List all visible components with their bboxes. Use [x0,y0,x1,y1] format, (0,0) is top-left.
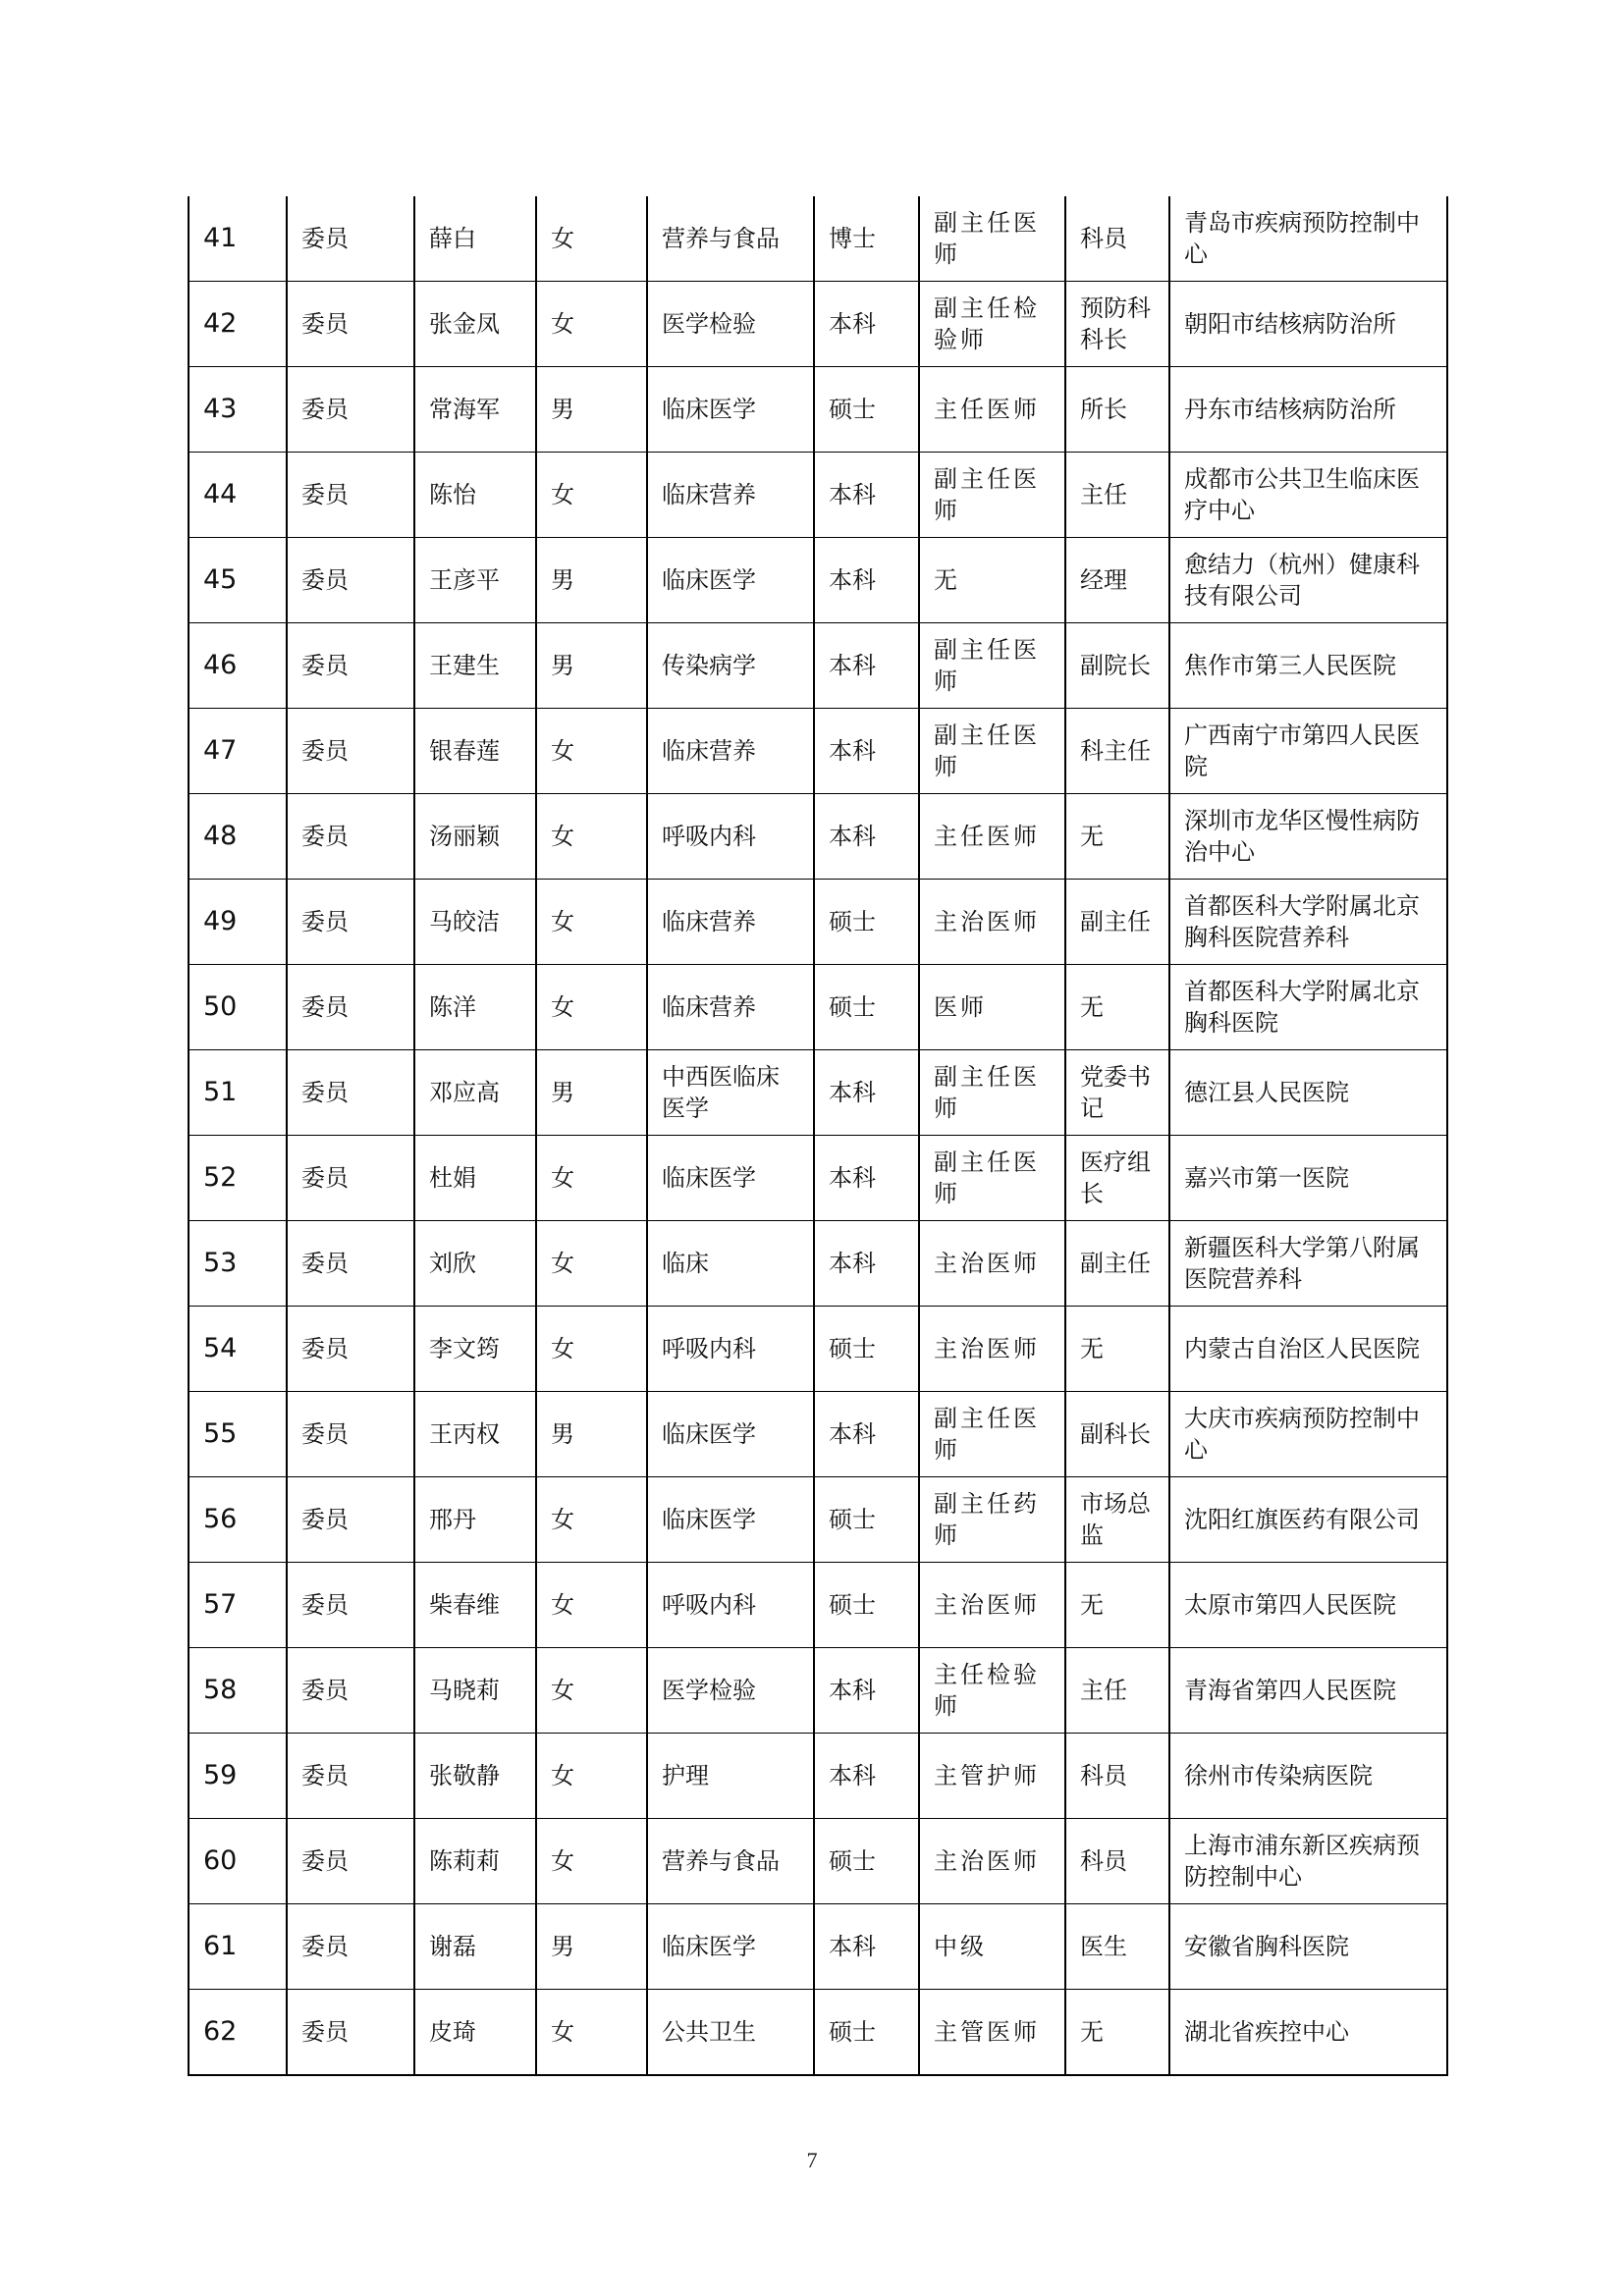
gender-cell: 女 [536,880,647,965]
table-row [189,1648,1447,1734]
member-name-cell: 杜娟 [414,1136,536,1221]
member-name-cell: 汤丽颖 [414,794,536,880]
gender-cell: 女 [536,196,647,282]
row-number-cell: 49 [189,880,287,965]
work-unit-cell: 愈结力（杭州）健康科技有限公司 [1169,538,1447,623]
degree-cell: 硕士 [814,367,919,453]
professional-title-cell: 中级 [919,1904,1065,1990]
professional-title-cell: 副主任医师 [919,1392,1065,1477]
major-cell: 中西医临床医学 [647,1050,814,1136]
table-row [189,282,1447,367]
degree-cell: 本科 [814,1734,919,1819]
member-name-cell: 马皎洁 [414,880,536,965]
role-cell: 委员 [287,1477,414,1563]
major-cell: 临床医学 [647,1904,814,1990]
table-row [189,623,1447,709]
table-row [189,965,1447,1050]
major-cell: 临床医学 [647,1392,814,1477]
role-cell: 委员 [287,453,414,538]
position-cell: 无 [1065,1990,1169,2076]
work-unit-cell: 上海市浦东新区疾病预防控制中心 [1169,1819,1447,1904]
major-cell: 呼吸内科 [647,794,814,880]
degree-cell: 硕士 [814,965,919,1050]
major-cell: 临床营养 [647,709,814,794]
member-name-cell: 张敬静 [414,1734,536,1819]
gender-cell: 男 [536,623,647,709]
row-number-cell: 58 [189,1648,287,1734]
row-number-cell: 41 [189,196,287,282]
gender-cell: 女 [536,1648,647,1734]
position-cell: 科员 [1065,1734,1169,1819]
professional-title-cell: 主任医师 [919,794,1065,880]
major-cell: 临床营养 [647,880,814,965]
table-row [189,1904,1447,1990]
degree-cell: 硕士 [814,880,919,965]
position-cell: 无 [1065,1307,1169,1392]
gender-cell: 女 [536,1990,647,2076]
member-name-cell: 邓应高 [414,1050,536,1136]
work-unit-cell: 内蒙古自治区人民医院 [1169,1307,1447,1392]
major-cell: 临床营养 [647,453,814,538]
degree-cell: 硕士 [814,1307,919,1392]
major-cell: 营养与食品 [647,196,814,282]
member-name-cell: 银春莲 [414,709,536,794]
work-unit-cell: 首都医科大学附属北京胸科医院 [1169,965,1447,1050]
degree-cell: 本科 [814,1904,919,1990]
professional-title-cell: 副主任医师 [919,623,1065,709]
professional-title-cell: 主治医师 [919,1307,1065,1392]
gender-cell: 女 [536,794,647,880]
position-cell: 无 [1065,1563,1169,1648]
major-cell: 呼吸内科 [647,1307,814,1392]
position-cell: 经理 [1065,538,1169,623]
major-cell: 临床医学 [647,538,814,623]
role-cell: 委员 [287,1221,414,1307]
role-cell: 委员 [287,1307,414,1392]
row-number-cell: 56 [189,1477,287,1563]
member-name-cell: 谢磊 [414,1904,536,1990]
row-number-cell: 52 [189,1136,287,1221]
table-row [189,1990,1447,2076]
role-cell: 委员 [287,1392,414,1477]
degree-cell: 博士 [814,196,919,282]
gender-cell: 女 [536,1307,647,1392]
major-cell: 公共卫生 [647,1990,814,2076]
member-name-cell: 薛白 [414,196,536,282]
major-cell: 临床医学 [647,1477,814,1563]
professional-title-cell: 主治医师 [919,1819,1065,1904]
role-cell: 委员 [287,367,414,453]
role-cell: 委员 [287,282,414,367]
work-unit-cell: 湖北省疾控中心 [1169,1990,1447,2076]
professional-title-cell: 主管护师 [919,1734,1065,1819]
role-cell: 委员 [287,1904,414,1990]
role-cell: 委员 [287,880,414,965]
gender-cell: 女 [536,1563,647,1648]
member-name-cell: 常海军 [414,367,536,453]
role-cell: 委员 [287,965,414,1050]
row-number-cell: 48 [189,794,287,880]
gender-cell: 女 [536,453,647,538]
member-name-cell: 刘欣 [414,1221,536,1307]
position-cell: 市场总监 [1065,1477,1169,1563]
table-row [189,794,1447,880]
committee-member-table [188,196,1448,2076]
work-unit-cell: 朝阳市结核病防治所 [1169,282,1447,367]
table-row [189,1819,1447,1904]
gender-cell: 男 [536,538,647,623]
role-cell: 委员 [287,196,414,282]
professional-title-cell: 副主任医师 [919,453,1065,538]
degree-cell: 硕士 [814,1819,919,1904]
major-cell: 临床营养 [647,965,814,1050]
gender-cell: 女 [536,1819,647,1904]
table-row [189,367,1447,453]
row-number-cell: 43 [189,367,287,453]
gender-cell: 女 [536,1221,647,1307]
row-number-cell: 60 [189,1819,287,1904]
position-cell: 主任 [1065,1648,1169,1734]
work-unit-cell: 丹东市结核病防治所 [1169,367,1447,453]
table-row [189,1392,1447,1477]
professional-title-cell: 副主任医师 [919,196,1065,282]
row-number-cell: 55 [189,1392,287,1477]
table-row [189,1734,1447,1819]
table-row [189,1477,1447,1563]
work-unit-cell: 深圳市龙华区慢性病防治中心 [1169,794,1447,880]
role-cell: 委员 [287,1990,414,2076]
professional-title-cell: 医师 [919,965,1065,1050]
work-unit-cell: 青岛市疾病预防控制中心 [1169,196,1447,282]
gender-cell: 男 [536,1050,647,1136]
table-row [189,196,1447,282]
degree-cell: 本科 [814,538,919,623]
role-cell: 委员 [287,1734,414,1819]
role-cell: 委员 [287,1050,414,1136]
professional-title-cell: 主任医师 [919,367,1065,453]
row-number-cell: 44 [189,453,287,538]
major-cell: 传染病学 [647,623,814,709]
degree-cell: 硕士 [814,1477,919,1563]
row-number-cell: 54 [189,1307,287,1392]
degree-cell: 本科 [814,1392,919,1477]
gender-cell: 男 [536,1392,647,1477]
position-cell: 预防科科长 [1065,282,1169,367]
role-cell: 委员 [287,1563,414,1648]
member-name-cell: 王彦平 [414,538,536,623]
professional-title-cell: 副主任药师 [919,1477,1065,1563]
position-cell: 无 [1065,794,1169,880]
degree-cell: 本科 [814,282,919,367]
member-name-cell: 陈莉莉 [414,1819,536,1904]
professional-title-cell: 主管医师 [919,1990,1065,2076]
professional-title-cell: 主治医师 [919,880,1065,965]
position-cell: 党委书记 [1065,1050,1169,1136]
degree-cell: 本科 [814,1050,919,1136]
professional-title-cell: 主治医师 [919,1563,1065,1648]
gender-cell: 男 [536,1904,647,1990]
work-unit-cell: 嘉兴市第一医院 [1169,1136,1447,1221]
degree-cell: 硕士 [814,1990,919,2076]
work-unit-cell: 徐州市传染病医院 [1169,1734,1447,1819]
table-row [189,538,1447,623]
gender-cell: 女 [536,965,647,1050]
member-name-cell: 陈洋 [414,965,536,1050]
work-unit-cell: 广西南宁市第四人民医院 [1169,709,1447,794]
table-row [189,1136,1447,1221]
table-row [189,709,1447,794]
role-cell: 委员 [287,1648,414,1734]
row-number-cell: 46 [189,623,287,709]
role-cell: 委员 [287,623,414,709]
row-number-cell: 57 [189,1563,287,1648]
work-unit-cell: 成都市公共卫生临床医疗中心 [1169,453,1447,538]
member-name-cell: 王建生 [414,623,536,709]
position-cell: 科主任 [1065,709,1169,794]
row-number-cell: 45 [189,538,287,623]
row-number-cell: 50 [189,965,287,1050]
major-cell: 临床医学 [647,1136,814,1221]
gender-cell: 女 [536,1136,647,1221]
major-cell: 医学检验 [647,1648,814,1734]
table-row [189,880,1447,965]
row-number-cell: 53 [189,1221,287,1307]
position-cell: 副主任 [1065,1221,1169,1307]
professional-title-cell: 主任检验师 [919,1648,1065,1734]
professional-title-cell: 主治医师 [919,1221,1065,1307]
degree-cell: 本科 [814,1136,919,1221]
gender-cell: 男 [536,367,647,453]
professional-title-cell: 副主任医师 [919,1050,1065,1136]
gender-cell: 女 [536,709,647,794]
major-cell: 临床医学 [647,367,814,453]
table-row [189,1563,1447,1648]
gender-cell: 女 [536,282,647,367]
table-row [189,1221,1447,1307]
position-cell: 科员 [1065,1819,1169,1904]
role-cell: 委员 [287,538,414,623]
degree-cell: 本科 [814,1221,919,1307]
row-number-cell: 51 [189,1050,287,1136]
position-cell: 主任 [1065,453,1169,538]
work-unit-cell: 首都医科大学附属北京胸科医院营养科 [1169,880,1447,965]
role-cell: 委员 [287,1819,414,1904]
position-cell: 无 [1065,965,1169,1050]
member-name-cell: 张金凤 [414,282,536,367]
member-name-cell: 李文筠 [414,1307,536,1392]
work-unit-cell: 太原市第四人民医院 [1169,1563,1447,1648]
work-unit-cell: 沈阳红旗医药有限公司 [1169,1477,1447,1563]
role-cell: 委员 [287,709,414,794]
major-cell: 临床 [647,1221,814,1307]
table-body [189,196,1447,2075]
position-cell: 医疗组长 [1065,1136,1169,1221]
work-unit-cell: 新疆医科大学第八附属医院营养科 [1169,1221,1447,1307]
gender-cell: 女 [536,1477,647,1563]
row-number-cell: 62 [189,1990,287,2076]
member-name-cell: 王丙权 [414,1392,536,1477]
degree-cell: 本科 [814,453,919,538]
work-unit-cell: 大庆市疾病预防控制中心 [1169,1392,1447,1477]
professional-title-cell: 副主任医师 [919,1136,1065,1221]
member-name-cell: 柴春维 [414,1563,536,1648]
major-cell: 营养与食品 [647,1819,814,1904]
position-cell: 科员 [1065,196,1169,282]
position-cell: 副院长 [1065,623,1169,709]
row-number-cell: 59 [189,1734,287,1819]
position-cell: 医生 [1065,1904,1169,1990]
degree-cell: 本科 [814,1648,919,1734]
table-row [189,453,1447,538]
member-name-cell: 皮琦 [414,1990,536,2076]
member-name-cell: 马晓莉 [414,1648,536,1734]
work-unit-cell: 安徽省胸科医院 [1169,1904,1447,1990]
role-cell: 委员 [287,1136,414,1221]
page-number: 7 [806,2148,818,2172]
role-cell: 委员 [287,794,414,880]
member-name-cell: 陈怡 [414,453,536,538]
gender-cell: 女 [536,1734,647,1819]
degree-cell: 本科 [814,794,919,880]
member-name-cell: 邢丹 [414,1477,536,1563]
work-unit-cell: 青海省第四人民医院 [1169,1648,1447,1734]
work-unit-cell: 德江县人民医院 [1169,1050,1447,1136]
row-number-cell: 61 [189,1904,287,1990]
degree-cell: 硕士 [814,1563,919,1648]
professional-title-cell: 副主任检验师 [919,282,1065,367]
degree-cell: 本科 [814,623,919,709]
major-cell: 医学检验 [647,282,814,367]
major-cell: 呼吸内科 [647,1563,814,1648]
position-cell: 所长 [1065,367,1169,453]
position-cell: 副主任 [1065,880,1169,965]
professional-title-cell: 无 [919,538,1065,623]
major-cell: 护理 [647,1734,814,1819]
degree-cell: 本科 [814,709,919,794]
professional-title-cell: 副主任医师 [919,709,1065,794]
row-number-cell: 42 [189,282,287,367]
table-row [189,1307,1447,1392]
table-row [189,1050,1447,1136]
row-number-cell: 47 [189,709,287,794]
work-unit-cell: 焦作市第三人民医院 [1169,623,1447,709]
position-cell: 副科长 [1065,1392,1169,1477]
